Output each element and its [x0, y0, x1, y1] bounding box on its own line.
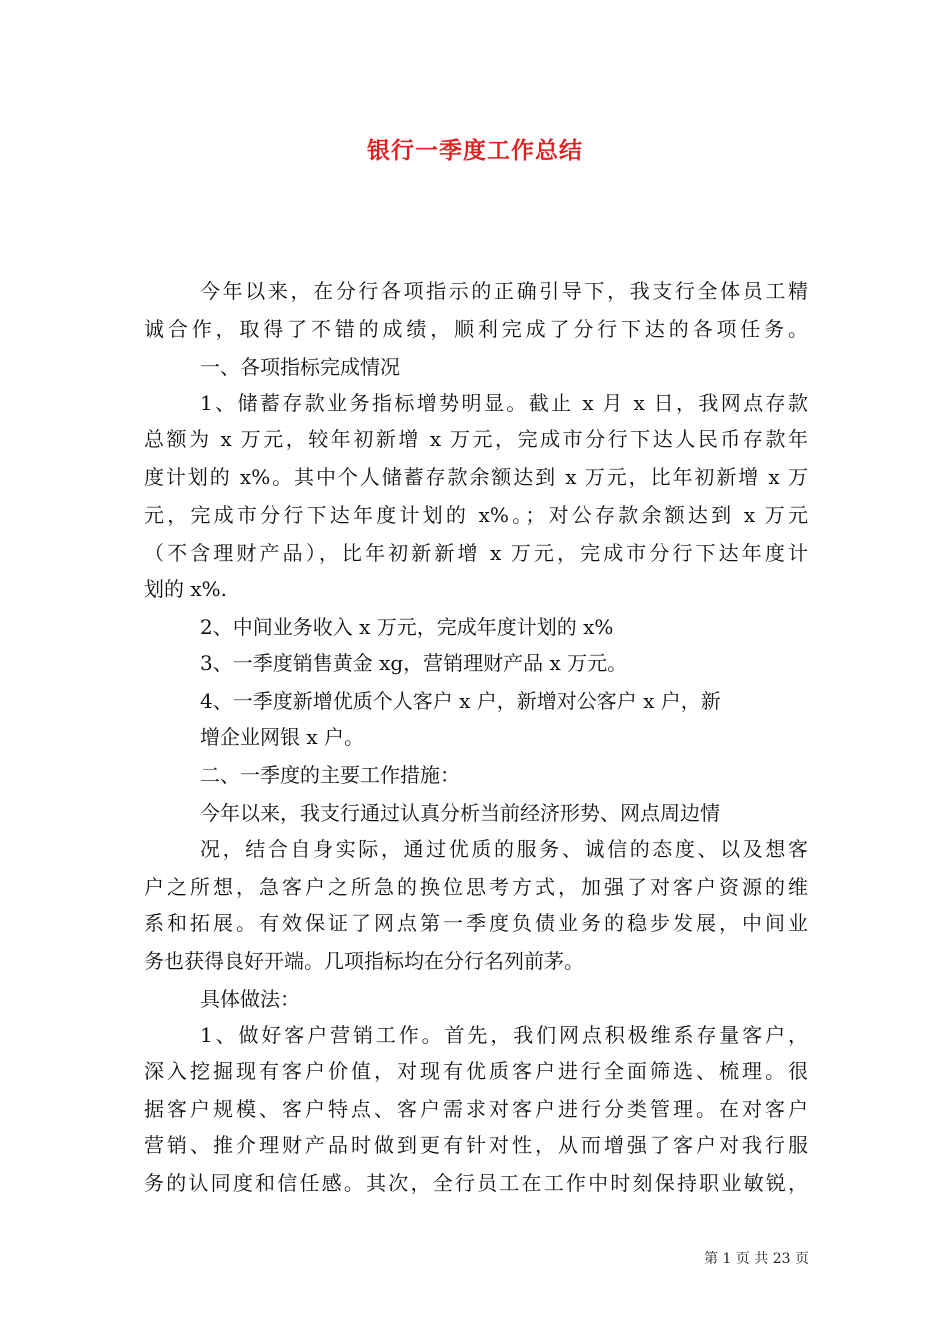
paragraph-line: 3、一季度销售黄金 xg，营销理财产品 x 万元。 [200, 651, 628, 675]
paragraph-line: 1、做好客户营销工作。首先，我们网点积极维系存量客户， [200, 1023, 808, 1047]
paragraph-line: 划的 x%. [144, 577, 227, 601]
paragraph-line: 今年以来，在分行各项指示的正确引导下，我支行全体员工精 [200, 279, 808, 303]
paragraph-line: 况，结合自身实际，通过优质的服务、诚信的态度、以及想客 [200, 837, 808, 861]
paragraph-line: 4、一季度新增优质个人客户 x 户，新增对公客户 x 户，新 [200, 689, 721, 713]
paragraph-line: 2、中间业务收入 x 万元，完成年度计划的 x% [200, 615, 614, 639]
paragraph-line: 深入挖掘现有客户价值，对现有优质客户进行全面筛选、梳理。很 [144, 1059, 808, 1083]
section-heading: 二、一季度的主要工作措施： [200, 763, 460, 787]
paragraph-line: 系和拓展。有效保证了网点第一季度负债业务的稳步发展，中间业 [144, 911, 808, 935]
paragraph-line: 诚合作，取得了不错的成绩，顺利完成了分行下达的各项任务。 [144, 317, 808, 341]
paragraph-line: 营销、推介理财产品时做到更有针对性，从而增强了客户对我行服 [144, 1133, 808, 1157]
paragraph-line: 1、储蓄存款业务指标增势明显。截止 x 月 x 日，我网点存款 [200, 391, 808, 415]
paragraph-line: （不含理财产品），比年初新新增 x 万元，完成市分行下达年度计 [144, 541, 808, 565]
paragraph-line: 今年以来，我支行通过认真分析当前经济形势、网点周边情 [200, 801, 720, 825]
paragraph-line: 户之所想，急客户之所急的换位思考方式，加强了对客户资源的维 [144, 875, 808, 899]
page-number: 第 1 页 共 23 页 [704, 1251, 809, 1267]
paragraph-line: 据客户规模、客户特点、客户需求对客户进行分类管理。在对客户 [144, 1097, 808, 1121]
paragraph-line: 元，完成市分行下达年度计划的 x%。；对公存款余额达到 x 万元 [144, 503, 808, 527]
paragraph-line: 务的认同度和信任感。其次，全行员工在工作中时刻保持职业敏锐， [144, 1171, 808, 1195]
document-title: 银行一季度工作总结 [367, 137, 583, 164]
paragraph-line: 增企业网银 x 户。 [200, 725, 364, 749]
paragraph-line: 具体做法： [200, 987, 300, 1011]
paragraph-line: 务也获得良好开端。几项指标均在分行名列前茅。 [144, 949, 584, 973]
section-heading: 一、各项指标完成情况 [200, 355, 400, 379]
paragraph-line: 度计划的 x%。其中个人储蓄存款余额达到 x 万元，比年初新增 x 万 [144, 465, 808, 489]
paragraph-line: 总额为 x 万元，较年初新增 x 万元，完成市分行下达人民币存款年 [144, 427, 808, 451]
